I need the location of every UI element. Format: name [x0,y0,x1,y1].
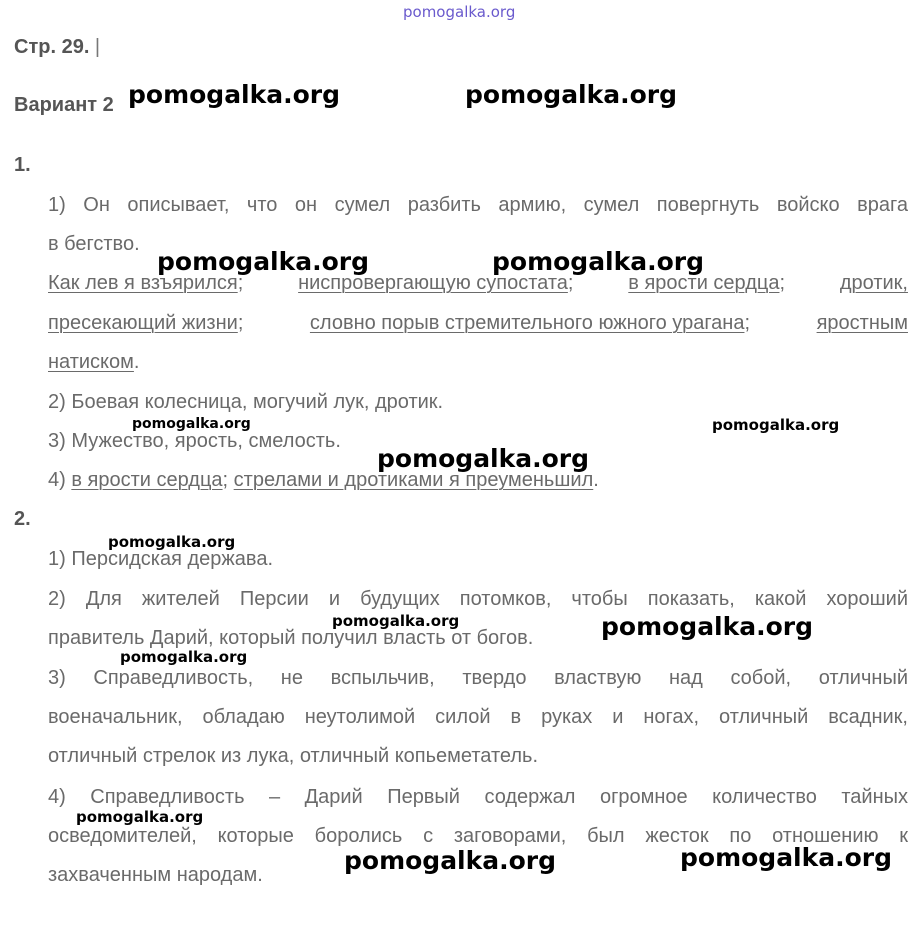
watermark: pomogalka.org [128,80,341,109]
quote-phrase: яростным [816,312,908,334]
quote-phrase: стрелами и дротиками я преуменьшил [233,469,594,491]
q1-answer-3: 3) Мужество, ярость, смелость. [48,430,341,452]
q2-answer-1: 1) Персидская держава. [48,548,273,570]
watermark: pomogalka.org [120,648,248,666]
watermark: pomogalka.org [377,444,590,473]
q2-answer-4-line-3: захваченным народам. [48,864,263,886]
quote-phrase: натиском [48,351,134,373]
watermark: pomogalka.org [680,843,893,872]
variant-heading: Вариант 2 [14,94,114,116]
q1-answer-1-line-2: в бегство. [48,233,140,255]
q1-phrases-row-1: Как лев я взъярился; ниспровергающую супостата; в ярости сердца; дротик, [48,272,908,294]
q1-answer-4: 4) в ярости сердца; стрелами и дротиками я преуменьшил. [48,469,599,491]
watermark: pomogalka.org [132,416,251,432]
watermark: pomogalka.org [465,80,678,109]
watermark: pomogalka.org [76,808,204,826]
q2-answer-4-line-1: 4) Справедливость – Дарий Первый содержал огромное количество тайных [48,786,908,808]
quote-phrase: словно порыв стремительного южного урагана [309,312,745,334]
question-2-number: 2. [14,508,31,530]
quote-phrase: в ярости сердца [71,469,223,491]
q1-phrases-row-3: натиском. [48,351,140,373]
site-watermark-top: pomogalka.org [403,3,516,21]
text-cursor: | [89,36,101,58]
watermark: pomogalka.org [332,612,460,630]
watermark: pomogalka.org [601,612,814,641]
q2-answer-2-line-1: 2) Для жителей Персии и будущих потомков, чтобы показать, какой хороший [48,588,908,610]
watermark: pomogalka.org [344,846,557,875]
q2-answer-3-line-3: отличный стрелок из лука, отличный копьеметатель. [48,745,539,767]
quote-phrase: ниспровергающую супостата [298,272,568,294]
quote-phrase: Как лев я взъярился [48,272,238,294]
watermark: pomogalka.org [492,247,705,276]
q2-answer-3-line-2: военачальник, обладаю неутолимой силой в руках и ногах, отличный всадник, [48,706,908,728]
page-reference-text: Стр. 29. [14,36,90,58]
quote-phrase: в ярости сердца [628,272,780,294]
watermark: pomogalka.org [157,247,370,276]
question-1-number: 1. [14,154,31,176]
q2-answer-4-line-2: осведомителей, которые боролись с заговорами, был жесток по отношению к [48,825,908,847]
q1-answer-4-prefix: 4) [48,469,72,491]
quote-phrase: пресекающий жизни [48,312,238,334]
q2-answer-3-line-1: 3) Справедливость, не вспыльчив, твердо властвую над собой, отличный [48,667,908,689]
page-reference [14,36,100,59]
q1-answer-2: 2) Боевая колесница, могучий лук, дротик. [48,391,444,413]
watermark: pomogalka.org [712,416,840,434]
q2-answer-2-line-2: правитель Дарий, который получил власть от богов. [48,627,534,649]
watermark: pomogalka.org [108,533,236,551]
q1-answer-1-line-1: 1) Он описывает, что он сумел разбить армию, сумел повергнуть войско врага [48,194,908,216]
quote-phrase: дротик, [839,272,908,294]
q1-phrases-row-2: пресекающий жизни; словно порыв стремительного южного урагана; яростным [48,312,908,334]
